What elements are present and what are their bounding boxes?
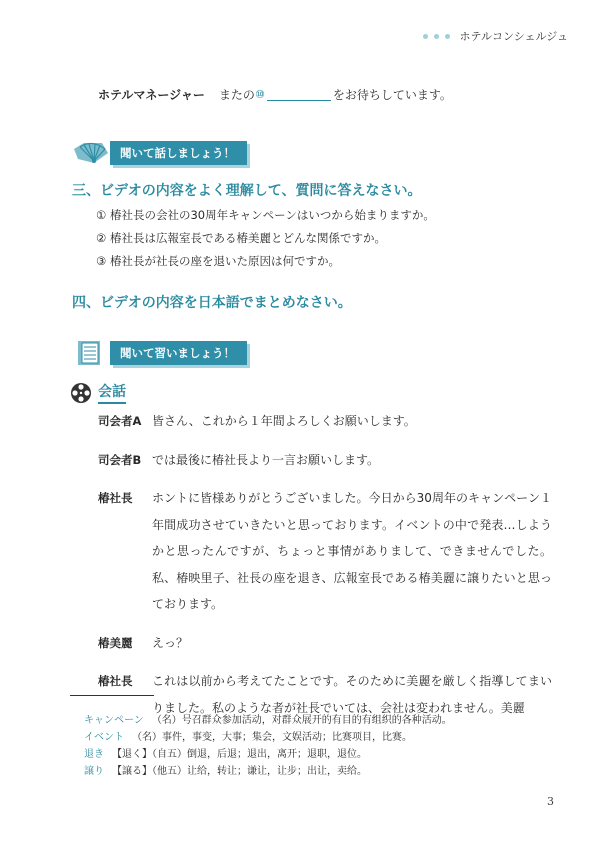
utterance: これは以前から考えてたことです。そのために美麗を厳しく指導してまいりました。私のような者が社長でいては、会社は変われません。美麗 [152,674,552,715]
chapter-title: ホテルコンシェルジュ [459,30,568,43]
question-item: ① 椿社長の会社の30周年キャンペーンはいつから始まりますか。 [96,208,435,222]
line-text-after: をお待ちしています。 [332,88,452,102]
section-banner-speak [72,141,247,165]
dialogue-turn [98,408,552,435]
vocabulary-notes [84,712,452,780]
vocab-definition: 【退く】（自五）倒退，后退；退出，离开；退职，退位。 [112,749,367,760]
question3-title: 三、ビデオの内容をよく理解して、質問に答えなさい。 [72,183,422,199]
blank-number: ⑩ [254,88,265,101]
speaker: 椿社長 [98,491,133,505]
dot [445,34,450,39]
question3-list [96,204,435,273]
dialogue [98,408,552,733]
running-header [423,28,568,44]
question-item: ③ 椿社長が社長の座を退いた原因は何ですか。 [96,254,340,268]
dialogue-turn [98,485,552,618]
fan-icon [72,141,112,165]
dialogue-turn [98,447,552,474]
vocab-note [84,729,452,746]
vocab-term: 退き [84,749,104,760]
section-banner-learn [72,341,247,365]
vocab-note [84,746,452,763]
question4-title: 四、ビデオの内容を日本語でまとめなさい。 [72,295,352,311]
speaker: 司会者A [98,414,142,428]
dot [434,34,439,39]
speaker: 椿社長 [98,674,133,688]
dot [423,34,428,39]
vocab-term: 譲り [84,766,104,777]
vocab-definition: （名）号召群众参加活动，对群众展开的有目的有组织的各种活动。 [151,715,452,726]
vocab-note [84,763,452,780]
header-dots [423,34,450,39]
section-label: 聞いて習いましょう！ [110,341,247,365]
vocab-definition: 【譲る】（他五）让给，转让；谦让，让步；出让，卖给。 [112,766,367,777]
kaiwa-label: 会話 [98,381,126,404]
speaker: 椿美麗 [98,635,133,650]
kaiwa-heading [70,381,126,404]
page-number: 3 [547,795,554,808]
vocab-term: キャンペーン [84,715,144,726]
vocab-term: イベント [84,732,124,743]
speaker: 司会者B [98,452,142,467]
question-item: ② 椿社長は広報室長である椿美麗とどんな関係ですか。 [96,231,386,245]
section-label: 聞いて話しましょう！ [110,141,247,165]
fill-blank[interactable] [267,88,331,101]
utterance: えっ？ [152,635,189,650]
notebook-icon [72,341,112,365]
line-text-before: またの [218,88,255,102]
manager-line [98,86,452,103]
speaker: ホテルマネージャー [98,88,205,102]
dialogue-turn [98,630,552,657]
vocab-note [84,712,452,729]
footnote-rule [70,695,154,696]
utterance: ホントに皆様ありがとうございました。今日から30周年のキャンペーン１年間成功させていきたいと思っております。イベントの中で発表…しようかと思ったんですが、ちょっと事情がありまして、できませんでした。私、椿映里子、社長の座を退き、広報室長である椿美麗に譲りたいと思っております。 [152,491,552,611]
utterance: 皆さん、これから１年間よろしくお願いします。 [152,414,416,428]
vocab-definition: （名）事件，事变，大事；集会，文娱活动；比赛项目，比赛。 [132,732,412,743]
film-reel-icon [70,382,92,404]
utterance: では最後に椿社長より一言お願いします。 [152,452,380,467]
